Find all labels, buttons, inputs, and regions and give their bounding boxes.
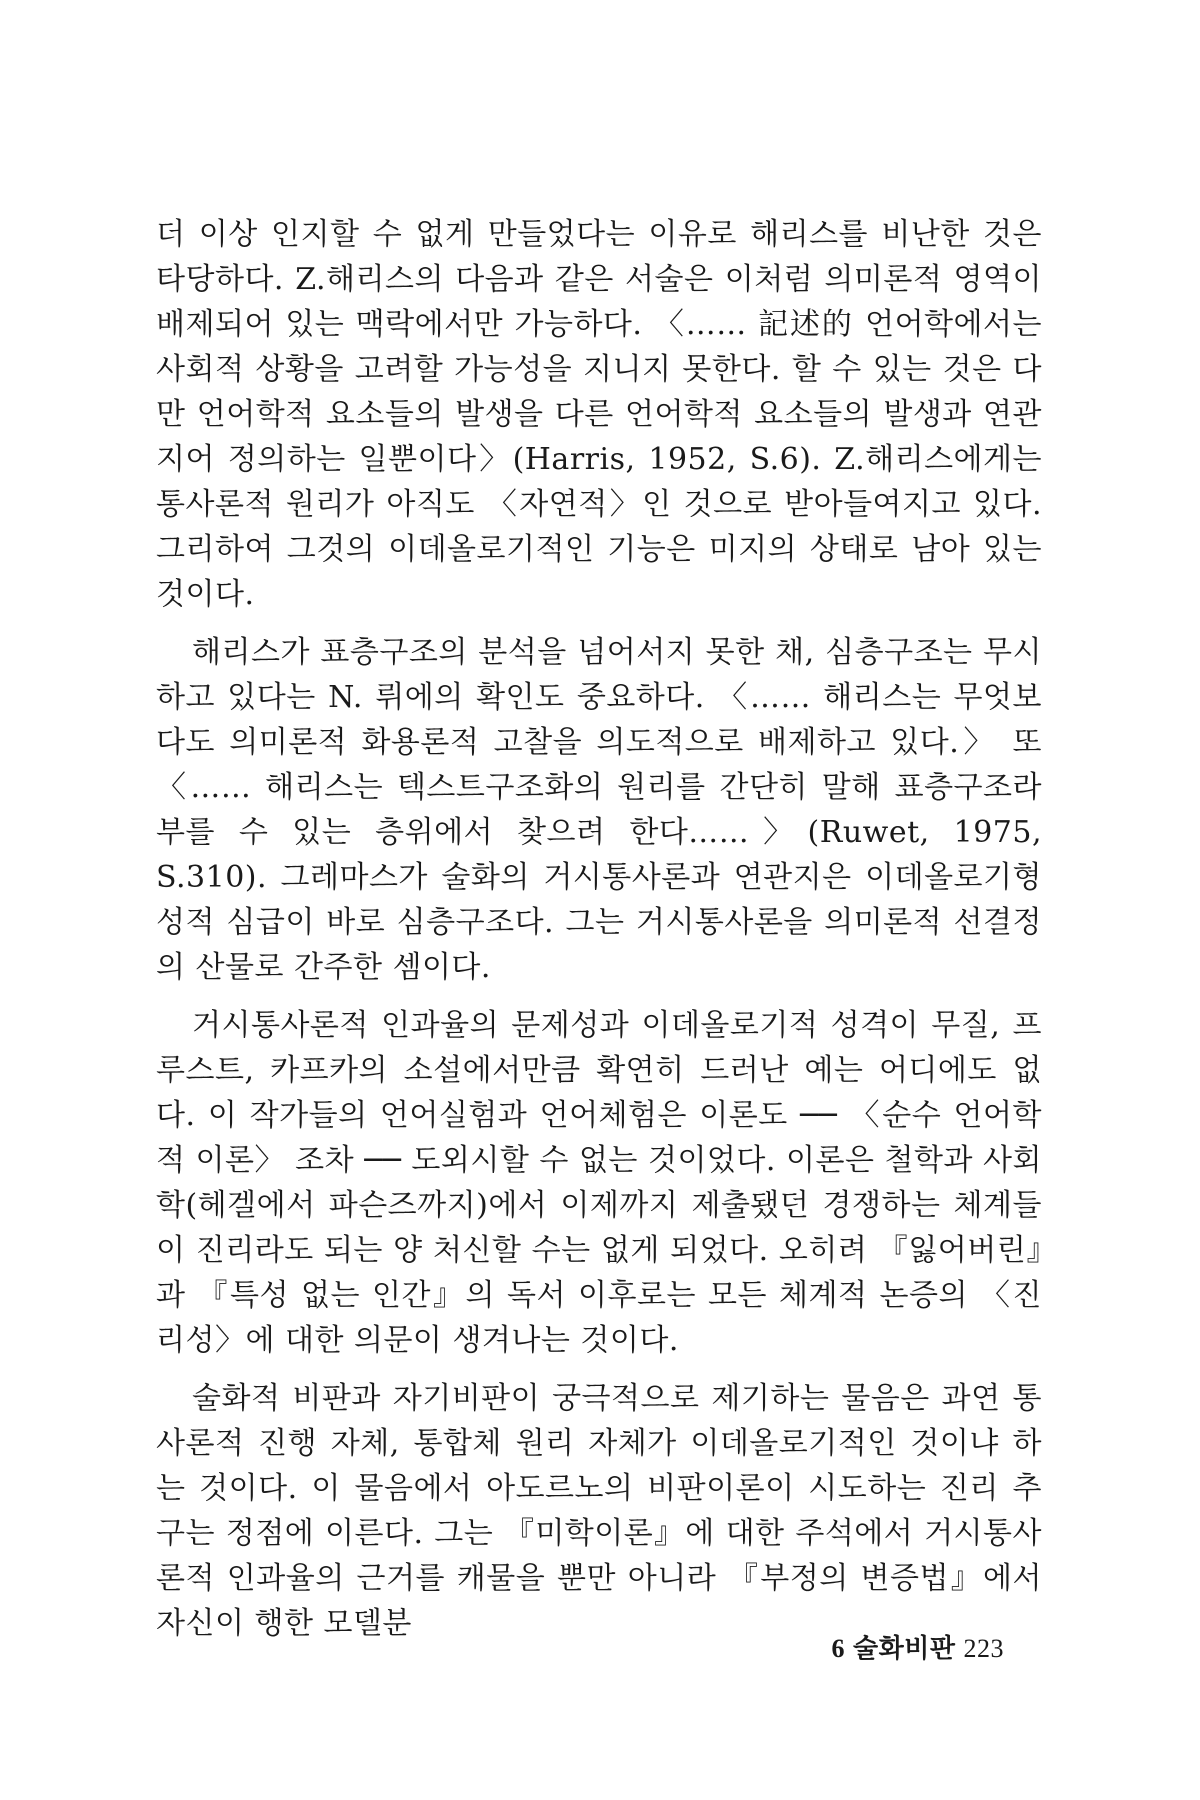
paragraph-4: 술화적 비판과 자기비판이 궁극적으로 제기하는 물음은 과연 통사론적 진행 자체, 통합체 원리 자체가 이데올로기적인 것이냐 하는 것이다. 이 물음에서 아도르노의 비판이론이 시도하는 진리 추구는 정점에 이른다. 그는 『미학이론』에 대한 주석에서 거시통사론적 인과율의 근거를 캐물을 뿐만 아니라 『부정의 변증법』에서 자신이 행한 모델분	[156, 1381, 1042, 1641]
page-footer	[832, 1628, 1004, 1665]
paragraph-1: 더 이상 인지할 수 없게 만들었다는 이유로 해리스를 비난한 것은 타당하다. Z.해리스의 다음과 같은 서술은 이처럼 의미론적 영역이 배제되어 있는 맥락에서만 가능하다. 〈…… 記述的 언어학에서는 사회적 상황을 고려할 가능성을 지니지 못한다. 할 수 있는 것은 다만 언어학적 요소들의 발생을 다른 언어학적 요소들의 발생과 연관지어 정의하는 일뿐이다〉(Harris, 1952, S.6). Z.해리스에게는 통사론적 원리가 아직도 〈자연적〉인 것으로 받아들여지고 있다. 그리하여 그것의 이데올로기적인 기능은 미지의 상태로 남아 있는 것이다.	[156, 217, 1042, 612]
body-text	[156, 212, 1042, 1659]
paragraph-2: 해리스가 표층구조의 분석을 넘어서지 못한 채, 심층구조는 무시하고 있다는 N. 뤼에의 확인도 중요하다. 〈…… 해리스는 무엇보다도 의미론적 화용론적 고찰을 의도적으로 배제하고 있다.〉 또 〈…… 해리스는 텍스트구조화의 원리를 간단히 말해 표층구조라 부를 수 있는 층위에서 찾으려 한다……〉(Ruwet, 1975, S.310). 그레마스가 술화의 거시통사론과 연관지은 이데올로기형성적 심급이 바로 심층구조다. 그는 거시통사론을 의미론적 선결정의 산물로 간주한 셈이다.	[156, 635, 1042, 985]
paragraph-3: 거시통사론적 인과율의 문제성과 이데올로기적 성격이 무질, 프루스트, 카프카의 소설에서만큼 확연히 드러난 예는 어디에도 없다. 이 작가들의 언어실험과 언어체험은 이론도 ── 〈순수 언어학적 이론〉 조차 ── 도외시할 수 없는 것이었다. 이론은 철학과 사회학(헤겔에서 파슨즈까지)에서 이제까지 제출됐던 경쟁하는 체계들이 진리라도 되는 양 처신할 수는 없게 되었다. 오히려 『잃어버린』과 『특성 없는 인간』의 독서 이후로는 모든 체계적 논증의 〈진리성〉에 대한 의문이 생겨나는 것이다.	[156, 1008, 1042, 1358]
chapter-title: 술화비판	[853, 1634, 956, 1664]
page-number: 223	[963, 1634, 1004, 1663]
chapter-number: 6	[831, 1634, 846, 1663]
